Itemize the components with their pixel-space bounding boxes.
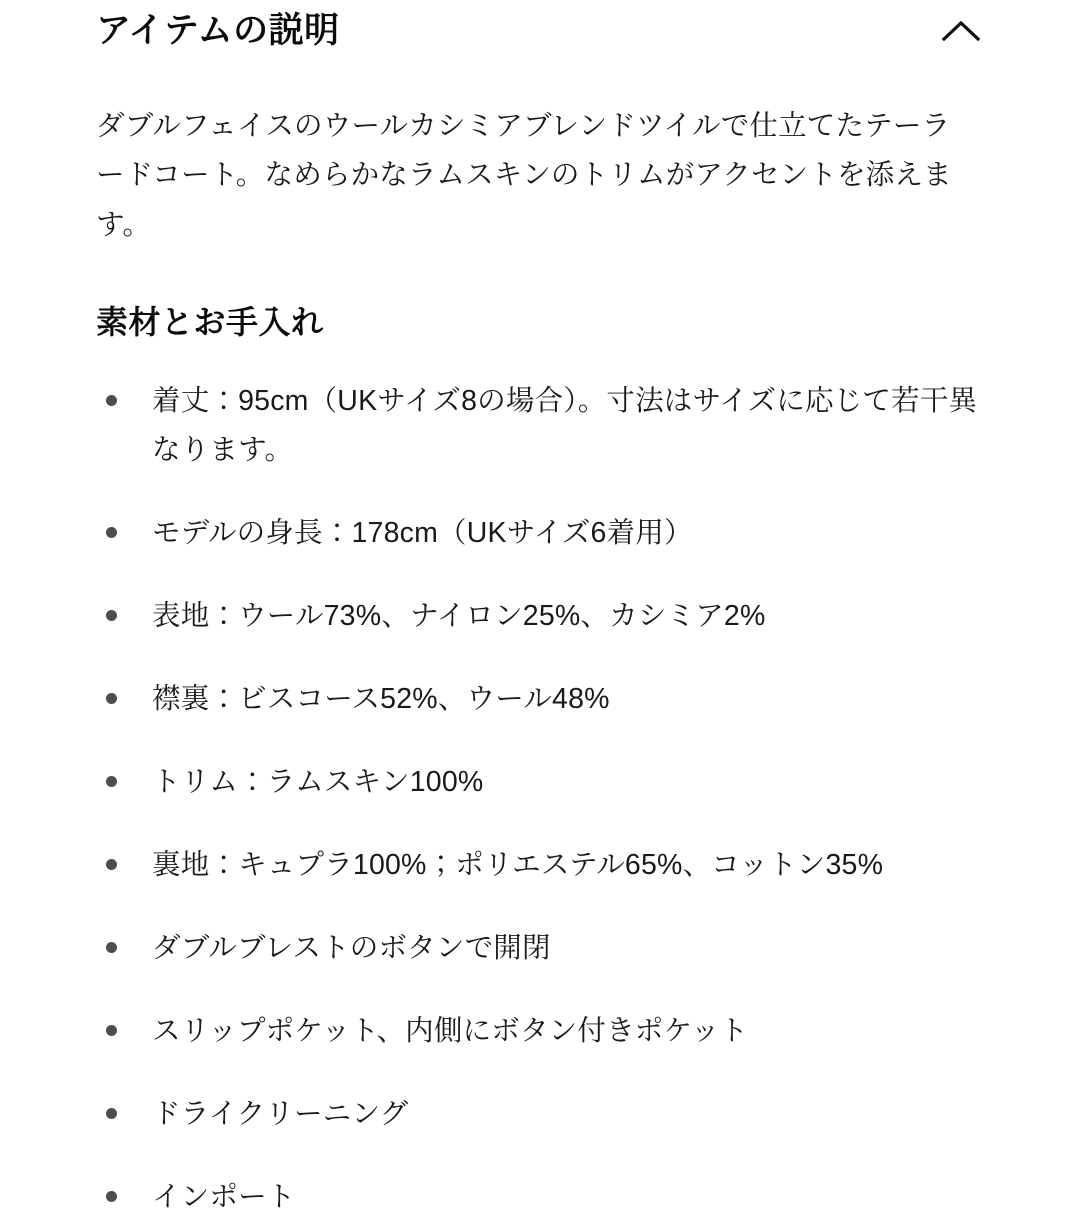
list-item: 表地：ウール73%、ナイロン25%、カシミア2%	[96, 592, 988, 641]
list-item: インポート	[96, 1173, 988, 1222]
list-item: ダブルブレストのボタンで開閉	[96, 924, 988, 973]
list-item: 裏地：キュプラ100%；ポリエステル65%、コットン35%	[96, 841, 988, 890]
list-item: スリップポケット、内側にボタン付きポケット	[96, 1007, 988, 1056]
list-item: モデルの身長：178cm（UKサイズ6着用）	[96, 509, 988, 558]
section-header[interactable]	[96, 0, 988, 54]
materials-care-list	[96, 377, 988, 1222]
materials-care-heading: 素材とお手入れ	[96, 304, 324, 341]
item-description-text: ダブルフェイスのウールカシミアブレンドツイルで仕立てたテーラードコート。なめらかなラムスキンのトリムがアクセントを添えます。	[96, 109, 952, 242]
page-title: アイテムの説明	[96, 11, 340, 50]
list-item: 着丈：95cm（UKサイズ8の場合）。寸法はサイズに応じて若干異なります。	[96, 377, 988, 475]
chevron-up-icon[interactable]	[938, 12, 984, 52]
list-item: 襟裏：ビスコース52%、ウール48%	[96, 675, 988, 724]
list-item: トリム：ラムスキン100%	[96, 758, 988, 807]
list-item: ドライクリーニング	[96, 1090, 988, 1139]
